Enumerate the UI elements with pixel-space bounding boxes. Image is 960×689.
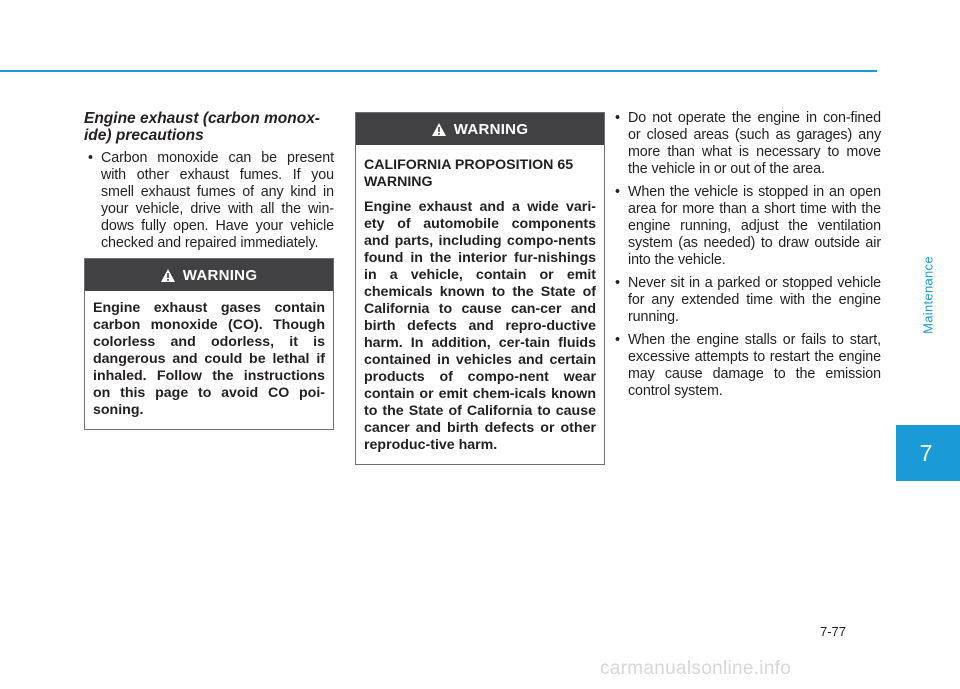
warning-label: WARNING <box>453 120 529 138</box>
chapter-side-label: Maintenance <box>920 256 936 334</box>
warning-text: Engine exhaust and a wide vari-ety of automobile components and parts, including compo-nents found in the interior fur-nishings in a vehicle, contain or emit chemicals known to the State of California to cause can-cer and birth defects and repro-ductive harm. In addition, cer-tain fluids contained in vehicles and certain products of compo-nent wear contain or emit chem-icals known to the State of California to cause cancer and birth defects or other reproduc-tive harm. <box>364 199 596 453</box>
list-item: • Never sit in a parked or stopped vehicle for any extended time with the engine running. <box>611 275 881 326</box>
intro-bullet-list <box>84 150 334 252</box>
warning-body <box>85 291 333 429</box>
warning-box-prop65 <box>355 112 605 465</box>
list-item: • Carbon monoxide can be present with other exhaust fumes. If you smell exhaust fumes of any kind in your vehicle, drive with all the win-dows fully open. Have your vehicle checked and repaired immediately. <box>84 150 334 252</box>
warning-header <box>356 113 604 145</box>
list-item: • When the vehicle is stopped in an open area for more than a short time with the engine running, adjust the ventilation system (as needed) to draw outside air into the vehicle. <box>611 184 881 269</box>
warning-title: CALIFORNIA PROPOSITION 65 WARNING <box>364 157 574 190</box>
page-number: 7-77 <box>820 624 847 639</box>
warning-triangle-icon <box>161 269 175 282</box>
warning-box-co <box>84 258 334 430</box>
list-item: • When the engine stalls or fails to start, excessive attempts to restart the engine may cause damage to the emission control system. <box>611 332 881 400</box>
left-column <box>84 110 334 258</box>
warning-header <box>85 259 333 291</box>
section-title: Engine exhaust (carbon monox-ide) precautions <box>84 110 320 144</box>
warning-triangle-icon <box>432 123 446 136</box>
precaution-bullet-list <box>611 110 881 400</box>
middle-column <box>355 112 605 465</box>
warning-body <box>356 145 604 464</box>
chapter-number: 7 <box>919 439 933 466</box>
list-item: • Do not operate the engine in con-fined or closed areas (such as garages) any more than what is necessary to move the vehicle in or out of the area. <box>611 110 881 178</box>
watermark: carmanualsonline.info <box>600 658 792 679</box>
warning-text: Engine exhaust gases contain carbon monoxide (CO). Though colorless and odorless, it is dangerous and could be lethal if inhaled. Follow the instructions on this page to avoid CO poi-soning. <box>93 300 325 418</box>
right-column <box>611 110 881 406</box>
warning-label: WARNING <box>182 266 258 284</box>
chapter-tab <box>896 425 960 481</box>
header-rule <box>0 70 877 72</box>
